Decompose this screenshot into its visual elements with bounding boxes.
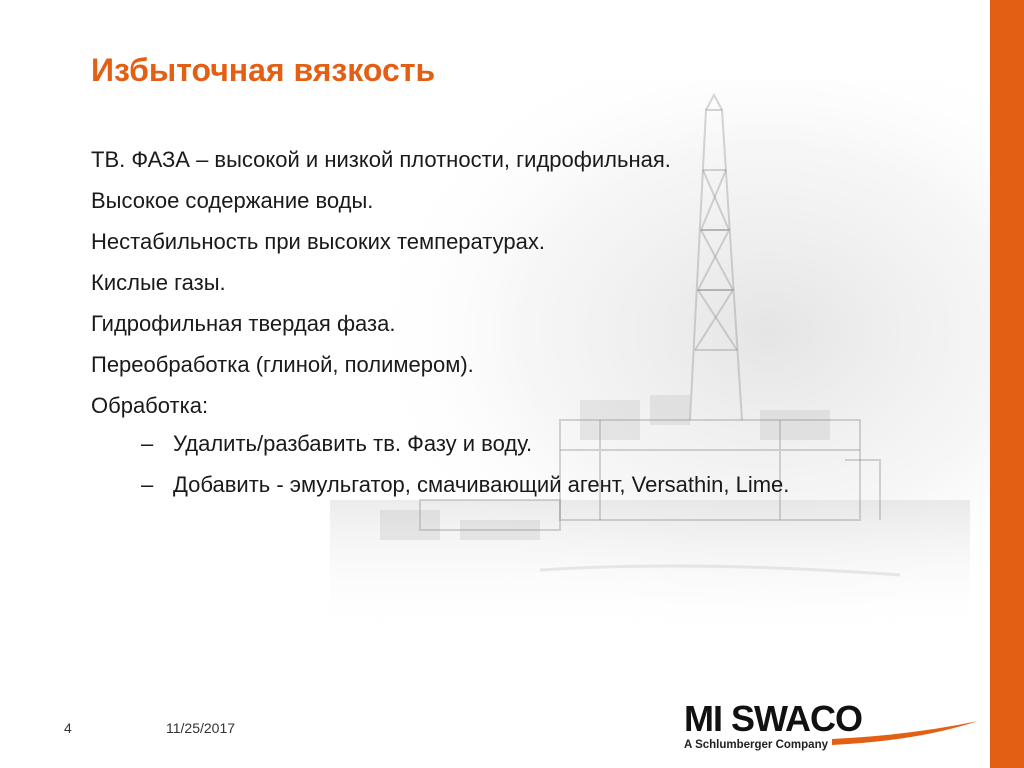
bullet-item: Кислые газы.: [91, 270, 226, 295]
dash-marker: –: [141, 431, 154, 456]
svg-text:MI SWACO: MI SWACO: [684, 698, 862, 739]
accent-side-bar: [990, 0, 1024, 768]
sub-bullet-list: [141, 429, 789, 511]
bullet-item: Обработка:: [91, 393, 209, 418]
sub-bullet-item: [141, 429, 789, 470]
bullet-item: Гидрофильная твердая фаза.: [91, 311, 396, 336]
bullet-item: Нестабильность при высоких температурах.: [91, 229, 545, 254]
logo-subtitle: A Schlumberger Company: [684, 739, 828, 751]
bullet-item: Переобработка (глиной, полимером).: [91, 352, 474, 377]
dash-marker: –: [141, 472, 154, 497]
slide-title: Избыточная вязкость: [91, 52, 436, 88]
sub-bullet-text: Добавить - эмульгатор, смачивающий агент, Versathin, Lime.: [173, 472, 790, 497]
sub-bullet-text: Удалить/разбавить тв. Фазу и воду.: [173, 431, 533, 456]
slide-date: 11/25/2017: [166, 720, 236, 736]
bullet-item: ТВ. ФАЗА – высокой и низкой плотности, гидрофильная.: [91, 147, 671, 172]
sub-bullet-item: [141, 470, 789, 511]
bullet-item: Высокое содержание воды.: [91, 188, 374, 213]
bullet-list: [91, 145, 671, 432]
slide-number: 4: [64, 720, 72, 736]
